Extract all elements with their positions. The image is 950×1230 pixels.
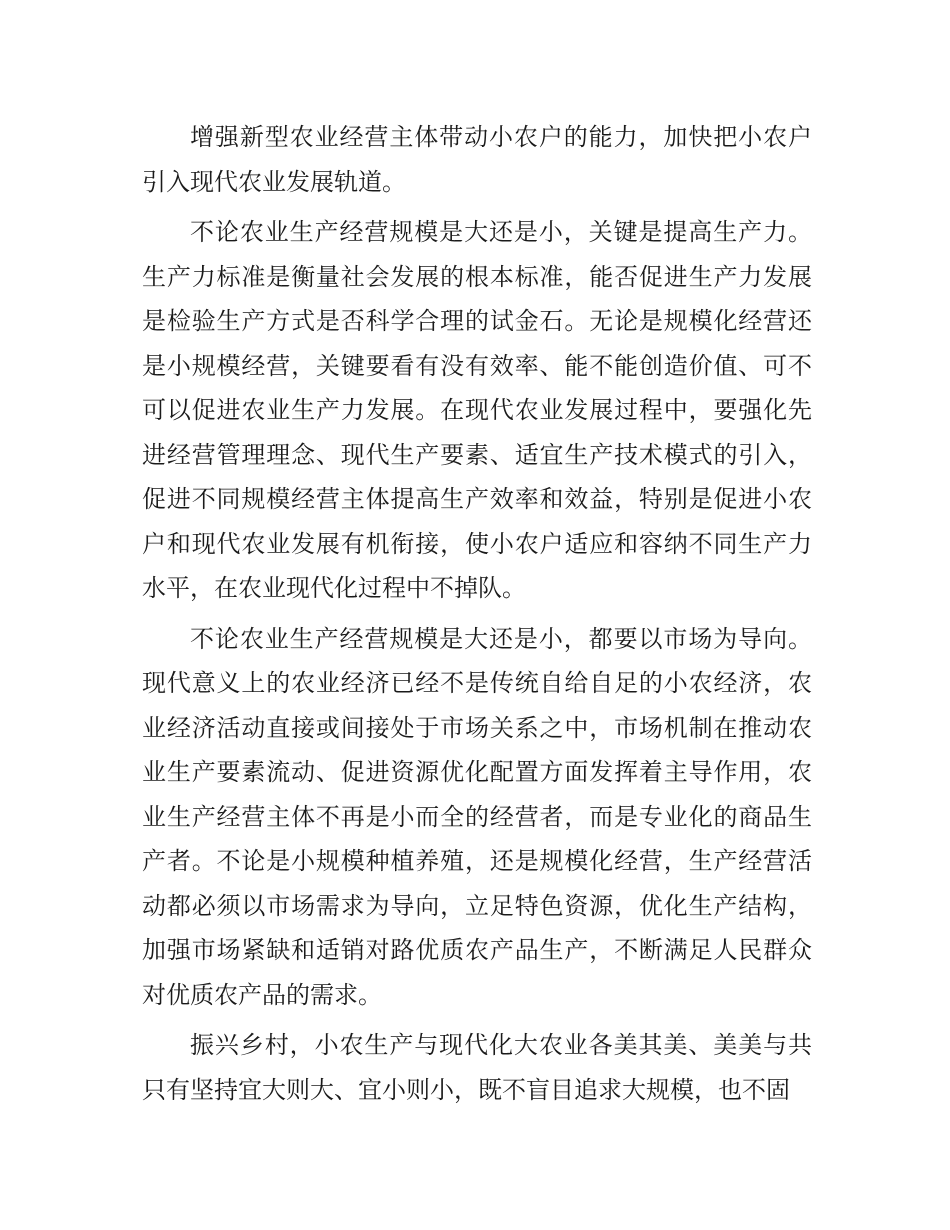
paragraph-1: 增强新型农业经营主体带动小农户的能力，加快把小农户引入现代农业发展轨道。	[142, 123, 812, 196]
paragraph-2: 不论农业生产经营规模是大还是小，关键是提高生产力。生产力标准是衡量社会发展的根本标准，能否促进生产力发展是检验生产方式是否科学合理的试金石。无论是规模化经营还是小规模经营，关键要看有没有效率、能不能创造价值、可不可以促进农业生产力发展。在现代农业发展过程中，要强化先进经营管理理念、现代生产要素、适宜生产技术模式的引入，促进不同规模经营主体提高生产效率和效益，特别是促进小农户和现代农业发展有机衔接，使小农户适应和容纳不同生产力水平，在农业现代化过程中不掉队。	[142, 218, 812, 602]
paragraph-3: 不论农业生产经营规模是大还是小，都要以市场为导向。现代意义上的农业经济已经不是传统自给自足的小农经济，农业经济活动直接或间接处于市场关系之中，市场机制在推动农业生产要素流动、促进资源优化配置方面发挥着主导作用，农业生产经营主体不再是小而全的经营者，而是专业化的商品生产者。不论是小规模种植养殖，还是规模化经营，生产经营活动都必须以市场需求为导向，立足特色资源，优化生产结构，加强市场紧缺和适销对路优质农产品生产，不断满足人民群众对优质农产品的需求。	[142, 624, 812, 1009]
paragraph-4: 振兴乡村，小农生产与现代化大农业各美其美、美美与共只有坚持宜大则大、宜小则小，既不盲目追求大规模，也不固	[142, 1031, 812, 1104]
document-body	[142, 115, 812, 1118]
